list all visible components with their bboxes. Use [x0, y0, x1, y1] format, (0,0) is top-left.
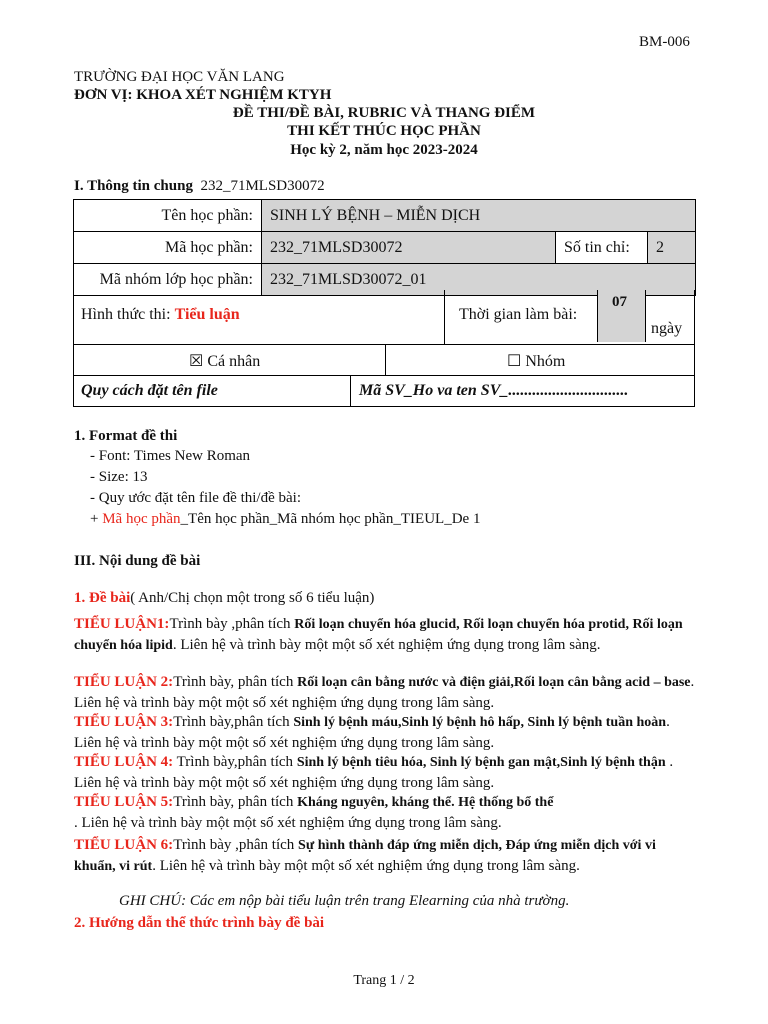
essay-4 [74, 752, 698, 793]
essay-intro: Trình bày, phân tích [173, 674, 298, 690]
group-code: 232_71MLSD30072_01 [262, 264, 696, 296]
essay-label: TIỂU LUẬN 3: [74, 714, 174, 730]
essay-rest: . Liên hệ và trình bày một một số xét nghiệm ứng dụng trong lâm sàng. [152, 858, 580, 874]
essay-intro: Trình bày ,phân tích [173, 837, 299, 853]
exam-form-value: Tiểu luận [174, 306, 240, 323]
format-naming: - Quy ước đặt tên file đề thi/đề bài: [90, 490, 301, 506]
unit-name: ĐƠN VỊ: KHOA XÉT NGHIỆM KTYH [74, 87, 332, 103]
essay-label: TIỂU LUẬN 5: [74, 794, 174, 810]
submission-note: GHI CHÚ: Các em nộp bài tiểu luận trên trang Elearning của nhà trường. [119, 893, 570, 909]
pattern-red: Mã học phần [102, 511, 181, 527]
essay-label: TIỂU LUẬN 4: [74, 754, 174, 770]
essay-1 [74, 614, 698, 656]
essay-rest: . Liên hệ và trình bày một một số xét nghiệm ứng dụng trong lâm sàng. [74, 674, 695, 711]
exam-form [81, 306, 240, 324]
individual-checkbox[interactable]: ☒ Cá nhân [189, 353, 261, 370]
essay-label: TIỂU LUẬN 6: [74, 837, 174, 853]
course-info-table [73, 199, 696, 296]
filename-rule-row [73, 375, 695, 407]
general-heading: I. Thông tin chung [74, 178, 193, 194]
filename-rule-label: Quy cách đặt tên file [81, 382, 218, 399]
essay-label: TIỂU LUẬN 2: [74, 674, 174, 690]
duration-value: 07 [612, 294, 627, 310]
filename-rule: Mã SV_Ho va ten SV_.............................. [359, 382, 629, 399]
credits-label: Số tin chỉ: [556, 232, 648, 264]
course-name-label: Tên học phần: [74, 200, 262, 232]
doc-title-1: ĐỀ THI/ĐỀ BÀI, RUBRIC VÀ THANG ĐIỂM [232, 105, 536, 121]
course-name: SINH LÝ BỆNH – MIỄN DỊCH [262, 200, 696, 232]
course-code-label: Mã học phần: [74, 232, 262, 264]
pattern-rest: _Tên học phần_Mã nhóm học phần_TIEUL_De 1 [180, 511, 481, 527]
essay-topic: Rối loạn chuyển hóa glucid, Rối loạn chuyển hóa protid, Rối loạn chuyển hóa lipid [74, 617, 683, 653]
essay-rest: . Liên hệ và trình bày một một số xét nghiệm ứng dụng trong lâm sàng. [74, 714, 670, 751]
doc-title-2: THI KẾT THÚC HỌC PHẦN [287, 123, 481, 139]
group-code-label: Mã nhóm lớp học phần: [74, 264, 262, 296]
general-info-heading [74, 178, 325, 195]
essay-topic: Kháng nguyên, kháng thể. Hệ thống bổ thể [297, 795, 554, 810]
credits: 2 [648, 232, 696, 264]
format-pattern [90, 511, 480, 528]
essay-topic: Sinh lý bệnh tiêu hóa, Sinh lý bệnh gan mật,Sinh lý bệnh thận [296, 755, 666, 770]
topic-heading: 1. Đề bài [74, 590, 131, 606]
essay-3 [74, 712, 698, 753]
essay-6 [74, 835, 698, 877]
semester: Học kỳ 2, năm học 2023-2024 [290, 142, 478, 158]
guide-heading: 2. Hướng dẫn thể thức trình bày đề bài [74, 915, 325, 931]
essay-topic: Rối loạn cân bằng nước và điện giải,Rối loạn cân bằng acid – base [297, 675, 691, 690]
essay-intro: Trình bày,phân tích [173, 754, 297, 770]
essay-2 [74, 672, 698, 713]
essay-rest: . Liên hệ và trình bày một một số xét nghiệm ứng dụng trong lâm sàng. [74, 754, 674, 791]
university-name: TRƯỜNG ĐẠI HỌC VĂN LANG [74, 69, 285, 85]
essay-label: TIỂU LUẬN1: [74, 616, 170, 632]
exam-form-label: Hình thức thi: [81, 306, 171, 323]
format-font: - Font: Times New Roman [90, 448, 251, 464]
group-checkbox[interactable]: ☐ Nhóm [507, 353, 566, 370]
format-size: - Size: 13 [90, 469, 148, 485]
exam-form-row [73, 290, 695, 345]
general-code: 232_71MLSD30072 [200, 178, 325, 194]
duration-box [597, 290, 646, 342]
essay-topic: Sự hình thành đáp ứng miễn dịch, Đáp ứng miễn dịch với vi khuẩn, vi rút [74, 838, 656, 874]
format-heading: 1. Format đề thi [74, 428, 178, 444]
content-heading: III. Nội dung đề bài [74, 553, 201, 569]
essay-intro: Trình bày ,phân tích [169, 616, 295, 632]
essay-intro: Trình bày, phân tích [173, 794, 298, 810]
topic-note: ( Anh/Chị chọn một trong số 6 tiểu luận) [130, 590, 375, 606]
essay-rest: . Liên hệ và trình bày một một số xét nghiệm ứng dụng trong lâm sàng. [74, 815, 502, 831]
page-number: Trang 1 / 2 [353, 973, 415, 988]
essay-5 [74, 792, 698, 833]
form-code: BM-006 [639, 34, 690, 50]
duration-unit: ngày [651, 320, 683, 337]
work-mode-row [73, 344, 695, 376]
essay-topic: Sinh lý bệnh máu,Sinh lý bệnh hô hấp, Sinh lý bệnh tuần hoàn [293, 715, 667, 730]
course-code: 232_71MLSD30072 [262, 232, 556, 264]
topic-line [74, 590, 374, 607]
pattern-prefix: + [90, 511, 103, 527]
duration-label: Thời gian làm bài: [459, 306, 578, 323]
essay-intro: Trình bày,phân tích [173, 714, 294, 730]
essay-rest: . Liên hệ và trình bày một một số xét nghiệm ứng dụng trong lâm sàng. [172, 637, 601, 653]
